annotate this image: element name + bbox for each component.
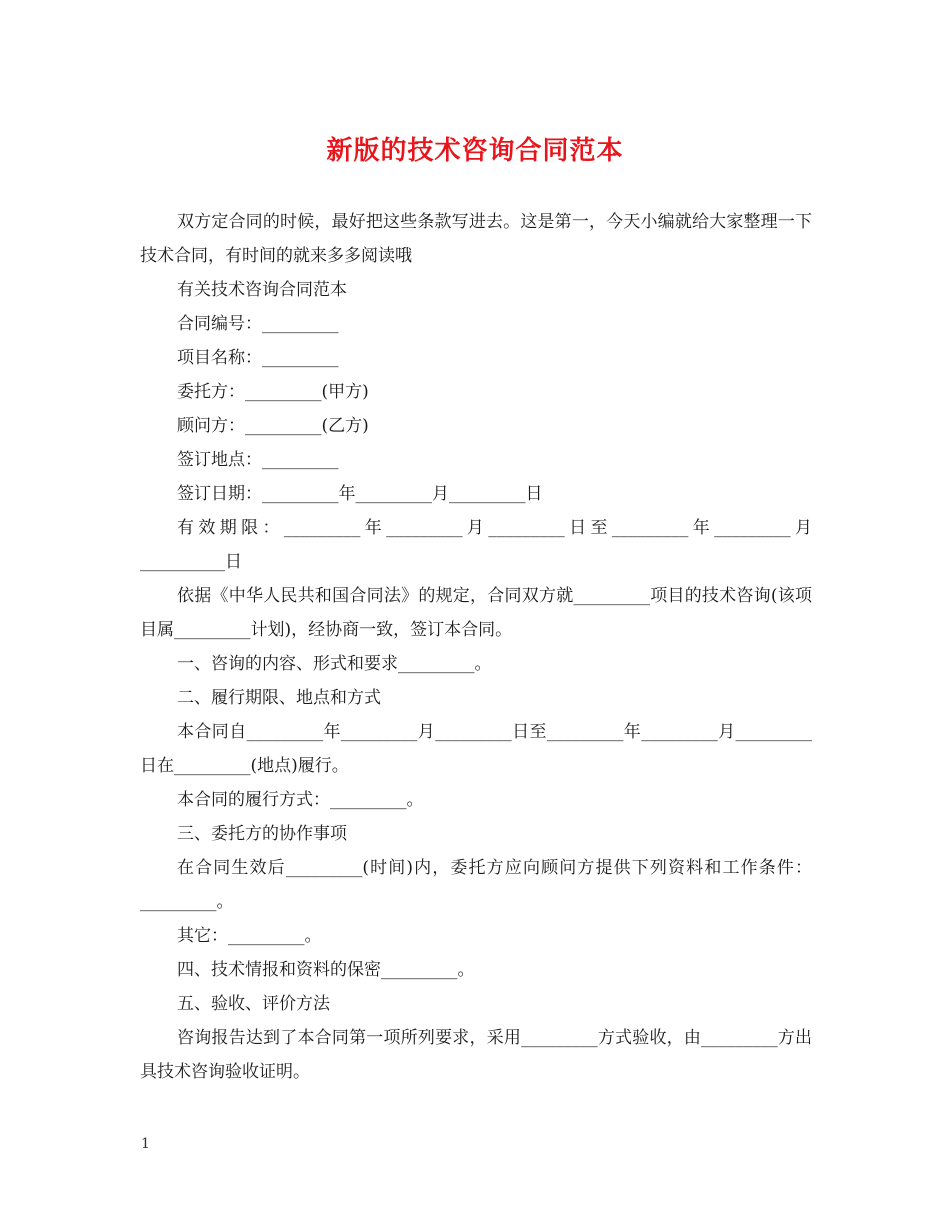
page-number: 1 [141, 1136, 150, 1152]
paragraph-client-materials: 在合同生效后_________(时间)内，委托方应向顾问方提供下列资料和工作条件：_________。 [140, 858, 812, 912]
paragraph-acceptance: 咨询报告达到了本合同第一项所列要求，采用_________方式验收，由_________方出具技术咨询验收证明。 [140, 1028, 812, 1082]
paragraph-section-1: 一、咨询的内容、形式和要求_________。 [177, 654, 492, 674]
paragraph-signing-place: 签订地点：_________ [177, 450, 339, 470]
paragraph-section-3-heading: 三、委托方的协作事项 [177, 824, 347, 844]
paragraph-contract-number: 合同编号：_________ [177, 314, 339, 334]
paragraph-client: 委托方：_________(甲方) [177, 382, 369, 402]
paragraph-section-5-heading: 五、验收、评价方法 [177, 994, 330, 1014]
paragraph-heading-sample: 有关技术咨询合同范本 [177, 280, 347, 300]
paragraph-section-2-heading: 二、履行期限、地点和方式 [177, 688, 381, 708]
document-body [140, 205, 812, 1089]
paragraph-legal-basis: 依据《中华人民共和国合同法》的规定，合同双方就_________项目的技术咨询(该项目属_________计划)，经协商一致，签订本合同。 [140, 586, 812, 640]
paragraph-section-4: 四、技术情报和资料的保密_________。 [177, 960, 475, 980]
document-title: 新版的技术咨询合同范本 [326, 136, 624, 166]
paragraph-project-name: 项目名称：_________ [177, 348, 339, 368]
paragraph-validity-period: 有效期限：_________年_________月_________日至_________年_________月__________日 [140, 518, 812, 572]
paragraph-performance-period: 本合同自_________年_________月_________日至_________年_________月_________日在_________(地点)履行。 [140, 722, 812, 776]
paragraph-performance-method: 本合同的履行方式：_________。 [177, 790, 424, 810]
paragraph-intro: 双方定合同的时候，最好把这些条款写进去。这是第一，今天小编就给大家整理一下技术合同，有时间的就来多多阅读哦 [140, 212, 812, 266]
paragraph-other: 其它：_________。 [177, 926, 322, 946]
paragraph-consultant: 顾问方：_________(乙方) [177, 416, 369, 436]
paragraph-signing-date: 签订日期：_________年_________月_________日 [177, 484, 543, 504]
